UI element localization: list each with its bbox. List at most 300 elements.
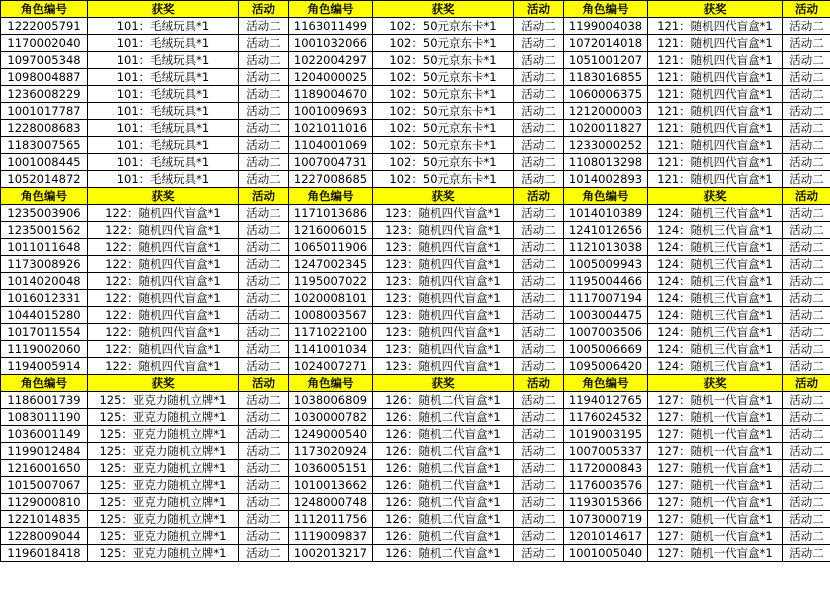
prize-cell: 101：毛绒玩具*1: [88, 154, 239, 171]
table-row: [1, 239, 830, 256]
role-id-cell: 1038006809: [289, 392, 373, 409]
role-id-cell: 1021011016: [289, 120, 373, 137]
role-id-cell: 1173008926: [1, 256, 88, 273]
table-row: [1, 341, 830, 358]
column-header-activity: 活动: [783, 1, 830, 18]
prize-cell: 121：随机四代盲盒*1: [648, 35, 783, 52]
activity-cell: 活动二: [514, 545, 564, 562]
prize-cell: 127：随机一代盲盒*1: [648, 477, 783, 494]
prize-cell: 123：随机四代盲盒*1: [373, 341, 514, 358]
role-id-cell: 1183007565: [1, 137, 88, 154]
prize-cell: 125：亚克力随机立牌*1: [88, 460, 239, 477]
prize-cell: 125：亚克力随机立牌*1: [88, 494, 239, 511]
prize-cell: 121：随机四代盲盒*1: [648, 171, 783, 188]
activity-cell: 活动二: [239, 307, 289, 324]
activity-cell: 活动二: [239, 256, 289, 273]
column-header-activity: 活动: [783, 188, 830, 205]
activity-cell: 活动二: [514, 511, 564, 528]
role-id-cell: 1196018418: [1, 545, 88, 562]
activity-cell: 活动二: [783, 137, 830, 154]
role-id-cell: 1193015366: [564, 494, 648, 511]
column-header-activity: 活动: [239, 1, 289, 18]
role-id-cell: 1007005337: [564, 443, 648, 460]
prize-cell: 101：毛绒玩具*1: [88, 18, 239, 35]
activity-cell: 活动二: [239, 52, 289, 69]
prize-cell: 102：50元京东卡*1: [373, 35, 514, 52]
activity-cell: 活动二: [514, 392, 564, 409]
prize-cell: 102：50元京东卡*1: [373, 120, 514, 137]
table-row: [1, 120, 830, 137]
column-header-activity: 活动: [783, 375, 830, 392]
role-id-cell: 1001017787: [1, 103, 88, 120]
table-row: [1, 154, 830, 171]
prize-cell: 121：随机四代盲盒*1: [648, 18, 783, 35]
column-header-activity: 活动: [514, 1, 564, 18]
role-id-cell: 1011011648: [1, 239, 88, 256]
column-header-id: 角色编号: [289, 1, 373, 18]
activity-cell: 活动二: [783, 426, 830, 443]
table-row: [1, 103, 830, 120]
prize-cell: 101：毛绒玩具*1: [88, 35, 239, 52]
prize-cell: 122：随机四代盲盒*1: [88, 239, 239, 256]
role-id-cell: 1119009837: [289, 528, 373, 545]
activity-cell: 活动二: [239, 222, 289, 239]
column-header-prize: 获奖: [373, 188, 514, 205]
table-row: [1, 290, 830, 307]
role-id-cell: 1121013038: [564, 239, 648, 256]
prize-cell: 126：随机二代盲盒*1: [373, 477, 514, 494]
column-header-prize: 获奖: [373, 1, 514, 18]
role-id-cell: 1241012656: [564, 222, 648, 239]
table-row: [1, 222, 830, 239]
table-row: [1, 52, 830, 69]
column-header-id: 角色编号: [1, 188, 88, 205]
prize-cell: 101：毛绒玩具*1: [88, 137, 239, 154]
activity-cell: 活动二: [239, 392, 289, 409]
prize-cell: 102：50元京东卡*1: [373, 137, 514, 154]
role-id-cell: 1194005914: [1, 358, 88, 375]
activity-cell: 活动二: [514, 103, 564, 120]
prize-cell: 101：毛绒玩具*1: [88, 69, 239, 86]
column-header-activity: 活动: [239, 375, 289, 392]
prize-cell: 126：随机二代盲盒*1: [373, 443, 514, 460]
table-row: [1, 443, 830, 460]
role-id-cell: 1036001149: [1, 426, 88, 443]
table-row: [1, 460, 830, 477]
role-id-cell: 1216006015: [289, 222, 373, 239]
activity-cell: 活动二: [783, 443, 830, 460]
prize-cell: 127：随机一代盲盒*1: [648, 443, 783, 460]
role-id-cell: 1008003567: [289, 307, 373, 324]
activity-cell: 活动二: [239, 137, 289, 154]
activity-cell: 活动二: [239, 477, 289, 494]
activity-cell: 活动二: [239, 103, 289, 120]
role-id-cell: 1235001562: [1, 222, 88, 239]
column-header-id: 角色编号: [289, 188, 373, 205]
prize-cell: 101：毛绒玩具*1: [88, 52, 239, 69]
role-id-cell: 1014002893: [564, 171, 648, 188]
activity-cell: 活动二: [514, 426, 564, 443]
role-id-cell: 1119002060: [1, 341, 88, 358]
role-id-cell: 1176003576: [564, 477, 648, 494]
prize-cell: 121：随机四代盲盒*1: [648, 154, 783, 171]
column-header-prize: 获奖: [648, 1, 783, 18]
activity-cell: 活动二: [783, 256, 830, 273]
prize-cell: 126：随机二代盲盒*1: [373, 460, 514, 477]
prize-cell: 124：随机三代盲盒*1: [648, 273, 783, 290]
prize-cell: 121：随机四代盲盒*1: [648, 52, 783, 69]
prize-cell: 126：随机二代盲盒*1: [373, 426, 514, 443]
prize-cell: 121：随机四代盲盒*1: [648, 69, 783, 86]
role-id-cell: 1083011190: [1, 409, 88, 426]
role-id-cell: 1228009044: [1, 528, 88, 545]
column-header-activity: 活动: [514, 188, 564, 205]
role-id-cell: 1014020048: [1, 273, 88, 290]
activity-cell: 活动二: [783, 460, 830, 477]
activity-cell: 活动二: [783, 392, 830, 409]
prize-cell: 102：50元京东卡*1: [373, 154, 514, 171]
activity-cell: 活动二: [239, 273, 289, 290]
prize-cell: 126：随机二代盲盒*1: [373, 545, 514, 562]
activity-cell: 活动二: [239, 409, 289, 426]
prize-cell: 125：亚克力随机立牌*1: [88, 477, 239, 494]
prize-cell: 123：随机四代盲盒*1: [373, 256, 514, 273]
activity-cell: 活动二: [783, 528, 830, 545]
prize-cell: 127：随机一代盲盒*1: [648, 392, 783, 409]
role-id-cell: 1199012484: [1, 443, 88, 460]
prize-cell: 127：随机一代盲盒*1: [648, 460, 783, 477]
prize-cell: 127：随机一代盲盒*1: [648, 511, 783, 528]
activity-cell: 活动二: [514, 307, 564, 324]
activity-cell: 活动二: [514, 120, 564, 137]
prize-cell: 125：亚克力随机立牌*1: [88, 392, 239, 409]
prize-cell: 123：随机四代盲盒*1: [373, 205, 514, 222]
activity-cell: 活动二: [783, 18, 830, 35]
activity-cell: 活动二: [783, 205, 830, 222]
role-id-cell: 1247002345: [289, 256, 373, 273]
activity-cell: 活动二: [514, 528, 564, 545]
prize-cell: 102：50元京东卡*1: [373, 171, 514, 188]
activity-cell: 活动二: [514, 222, 564, 239]
column-header-id: 角色编号: [564, 188, 648, 205]
role-id-cell: 1117007194: [564, 290, 648, 307]
prize-cell: 122：随机四代盲盒*1: [88, 324, 239, 341]
role-id-cell: 1228008683: [1, 120, 88, 137]
prize-cell: 123：随机四代盲盒*1: [373, 358, 514, 375]
role-id-cell: 1171013686: [289, 205, 373, 222]
activity-cell: 活动二: [783, 154, 830, 171]
role-id-cell: 1014010389: [564, 205, 648, 222]
prize-cell: 121：随机四代盲盒*1: [648, 86, 783, 103]
role-id-cell: 1051001207: [564, 52, 648, 69]
prize-cell: 102：50元京东卡*1: [373, 103, 514, 120]
prize-cell: 101：毛绒玩具*1: [88, 103, 239, 120]
column-header-id: 角色编号: [1, 375, 88, 392]
activity-cell: 活动二: [239, 171, 289, 188]
activity-cell: 活动二: [514, 35, 564, 52]
activity-cell: 活动二: [783, 477, 830, 494]
prize-cell: 122：随机四代盲盒*1: [88, 290, 239, 307]
activity-cell: 活动二: [783, 120, 830, 137]
activity-cell: 活动二: [514, 477, 564, 494]
prize-cell: 124：随机三代盲盒*1: [648, 341, 783, 358]
role-id-cell: 1007004731: [289, 154, 373, 171]
role-id-cell: 1001008445: [1, 154, 88, 171]
activity-cell: 活动二: [239, 511, 289, 528]
table-row: [1, 273, 830, 290]
activity-cell: 活动二: [783, 103, 830, 120]
prize-cell: 125：亚克力随机立牌*1: [88, 528, 239, 545]
prize-cell: 123：随机四代盲盒*1: [373, 307, 514, 324]
activity-cell: 活动二: [239, 69, 289, 86]
activity-cell: 活动二: [239, 120, 289, 137]
role-id-cell: 1073000719: [564, 511, 648, 528]
activity-cell: 活动二: [783, 171, 830, 188]
role-id-cell: 1233000252: [564, 137, 648, 154]
activity-cell: 活动二: [783, 409, 830, 426]
table-row: [1, 477, 830, 494]
prize-cell: 127：随机一代盲盒*1: [648, 409, 783, 426]
role-id-cell: 1016012331: [1, 290, 88, 307]
prize-cell: 127：随机一代盲盒*1: [648, 494, 783, 511]
column-header-id: 角色编号: [564, 375, 648, 392]
role-id-cell: 1112011756: [289, 511, 373, 528]
header-row: [1, 375, 830, 392]
prize-cell: 127：随机一代盲盒*1: [648, 426, 783, 443]
activity-cell: 活动二: [783, 86, 830, 103]
activity-cell: 活动二: [514, 86, 564, 103]
table-row: [1, 35, 830, 52]
prize-cell: 123：随机四代盲盒*1: [373, 290, 514, 307]
activity-cell: 活动二: [239, 443, 289, 460]
prize-cell: 122：随机四代盲盒*1: [88, 222, 239, 239]
table-row: [1, 86, 830, 103]
role-id-cell: 1108013298: [564, 154, 648, 171]
column-header-activity: 活动: [239, 188, 289, 205]
role-id-cell: 1001005040: [564, 545, 648, 562]
activity-cell: 活动二: [783, 511, 830, 528]
role-id-cell: 1060006375: [564, 86, 648, 103]
role-id-cell: 1129000810: [1, 494, 88, 511]
column-header-id: 角色编号: [1, 1, 88, 18]
table-row: [1, 69, 830, 86]
activity-cell: 活动二: [783, 324, 830, 341]
prize-cell: 122：随机四代盲盒*1: [88, 307, 239, 324]
activity-cell: 活动二: [783, 545, 830, 562]
activity-cell: 活动二: [239, 426, 289, 443]
activity-cell: 活动二: [783, 358, 830, 375]
prize-cell: 124：随机三代盲盒*1: [648, 222, 783, 239]
column-header-prize: 获奖: [373, 375, 514, 392]
role-id-cell: 1072014018: [564, 35, 648, 52]
role-id-cell: 1098004887: [1, 69, 88, 86]
prize-cell: 122：随机四代盲盒*1: [88, 273, 239, 290]
activity-cell: 活动二: [514, 409, 564, 426]
prize-cell: 123：随机四代盲盒*1: [373, 222, 514, 239]
role-id-cell: 1249000540: [289, 426, 373, 443]
activity-cell: 活动二: [783, 494, 830, 511]
activity-cell: 活动二: [783, 35, 830, 52]
role-id-cell: 1212000003: [564, 103, 648, 120]
activity-cell: 活动二: [239, 290, 289, 307]
prize-cell: 124：随机三代盲盒*1: [648, 358, 783, 375]
activity-cell: 活动二: [239, 35, 289, 52]
prize-cell: 102：50元京东卡*1: [373, 52, 514, 69]
role-id-cell: 1044015280: [1, 307, 88, 324]
table-row: [1, 494, 830, 511]
prize-cell: 122：随机四代盲盒*1: [88, 358, 239, 375]
activity-cell: 活动二: [514, 239, 564, 256]
activity-cell: 活动二: [514, 290, 564, 307]
activity-cell: 活动二: [514, 18, 564, 35]
activity-cell: 活动二: [514, 205, 564, 222]
role-id-cell: 1001032066: [289, 35, 373, 52]
role-id-cell: 1022004297: [289, 52, 373, 69]
activity-cell: 活动二: [514, 443, 564, 460]
role-id-cell: 1222005791: [1, 18, 88, 35]
activity-cell: 活动二: [514, 154, 564, 171]
prize-cell: 121：随机四代盲盒*1: [648, 120, 783, 137]
column-header-prize: 获奖: [88, 375, 239, 392]
role-id-cell: 1199004038: [564, 18, 648, 35]
prize-cell: 127：随机一代盲盒*1: [648, 528, 783, 545]
activity-cell: 活动二: [514, 358, 564, 375]
role-id-cell: 1235003906: [1, 205, 88, 222]
activity-cell: 活动二: [514, 52, 564, 69]
prize-cell: 125：亚克力随机立牌*1: [88, 443, 239, 460]
role-id-cell: 1007003506: [564, 324, 648, 341]
prize-cell: 127：随机一代盲盒*1: [648, 545, 783, 562]
column-header-prize: 获奖: [648, 375, 783, 392]
activity-cell: 活动二: [514, 324, 564, 341]
prize-cell: 126：随机二代盲盒*1: [373, 409, 514, 426]
prize-cell: 101：毛绒玩具*1: [88, 171, 239, 188]
role-id-cell: 1005006669: [564, 341, 648, 358]
role-id-cell: 1104001069: [289, 137, 373, 154]
role-id-cell: 1195004466: [564, 273, 648, 290]
prize-cell: 125：亚克力随机立牌*1: [88, 409, 239, 426]
role-id-cell: 1024007271: [289, 358, 373, 375]
column-header-prize: 获奖: [88, 1, 239, 18]
role-id-cell: 1173020924: [289, 443, 373, 460]
table-row: [1, 137, 830, 154]
table-row: [1, 18, 830, 35]
activity-cell: 活动二: [783, 69, 830, 86]
table-row: [1, 426, 830, 443]
role-id-cell: 1236008229: [1, 86, 88, 103]
activity-cell: 活动二: [783, 290, 830, 307]
role-id-cell: 1003004475: [564, 307, 648, 324]
prize-cell: 101：毛绒玩具*1: [88, 86, 239, 103]
role-id-cell: 1097005348: [1, 52, 88, 69]
role-id-cell: 1201014617: [564, 528, 648, 545]
role-id-cell: 1194012765: [564, 392, 648, 409]
activity-cell: 活动二: [783, 273, 830, 290]
table-row: [1, 171, 830, 188]
activity-cell: 活动二: [239, 341, 289, 358]
role-id-cell: 1171022100: [289, 324, 373, 341]
activity-cell: 活动二: [514, 460, 564, 477]
role-id-cell: 1020008101: [289, 290, 373, 307]
prize-cell: 122：随机四代盲盒*1: [88, 341, 239, 358]
role-id-cell: 1005009943: [564, 256, 648, 273]
activity-cell: 活动二: [239, 18, 289, 35]
table-row: [1, 392, 830, 409]
activity-cell: 活动二: [239, 324, 289, 341]
activity-cell: 活动二: [239, 545, 289, 562]
table-row: [1, 528, 830, 545]
role-id-cell: 1216001650: [1, 460, 88, 477]
role-id-cell: 1030000782: [289, 409, 373, 426]
role-id-cell: 1227008685: [289, 171, 373, 188]
prize-cell: 124：随机三代盲盒*1: [648, 239, 783, 256]
prize-cell: 102：50元京东卡*1: [373, 86, 514, 103]
prize-cell: 101：毛绒玩具*1: [88, 120, 239, 137]
activity-cell: 活动二: [514, 171, 564, 188]
activity-cell: 活动二: [514, 273, 564, 290]
prize-cell: 123：随机四代盲盒*1: [373, 324, 514, 341]
role-id-cell: 1020011827: [564, 120, 648, 137]
role-id-cell: 1141001034: [289, 341, 373, 358]
table-row: [1, 511, 830, 528]
column-header-prize: 获奖: [88, 188, 239, 205]
prize-cell: 125：亚克力随机立牌*1: [88, 545, 239, 562]
role-id-cell: 1221014835: [1, 511, 88, 528]
role-id-cell: 1170002040: [1, 35, 88, 52]
role-id-cell: 1065011906: [289, 239, 373, 256]
header-row: [1, 1, 830, 18]
prize-cell: 102：50元京东卡*1: [373, 18, 514, 35]
column-header-id: 角色编号: [564, 1, 648, 18]
activity-cell: 活动二: [514, 494, 564, 511]
activity-cell: 活动二: [783, 52, 830, 69]
prize-cell: 123：随机四代盲盒*1: [373, 239, 514, 256]
role-id-cell: 1172000843: [564, 460, 648, 477]
prize-cell: 126：随机二代盲盒*1: [373, 392, 514, 409]
activity-cell: 活动二: [239, 460, 289, 477]
prize-cell: 102：50元京东卡*1: [373, 69, 514, 86]
table-row: [1, 307, 830, 324]
activity-cell: 活动二: [783, 222, 830, 239]
activity-cell: 活动二: [239, 154, 289, 171]
prize-cell: 126：随机二代盲盒*1: [373, 528, 514, 545]
prize-cell: 124：随机三代盲盒*1: [648, 290, 783, 307]
role-id-cell: 1001009693: [289, 103, 373, 120]
role-id-cell: 1176024532: [564, 409, 648, 426]
role-id-cell: 1002013217: [289, 545, 373, 562]
table-row: [1, 358, 830, 375]
role-id-cell: 1095006420: [564, 358, 648, 375]
role-id-cell: 1204000025: [289, 69, 373, 86]
prize-cell: 126：随机二代盲盒*1: [373, 511, 514, 528]
role-id-cell: 1036005151: [289, 460, 373, 477]
role-id-cell: 1019003195: [564, 426, 648, 443]
activity-cell: 活动二: [239, 239, 289, 256]
prize-cell: 124：随机三代盲盒*1: [648, 307, 783, 324]
role-id-cell: 1195007022: [289, 273, 373, 290]
role-id-cell: 1017011554: [1, 324, 88, 341]
prize-cell: 124：随机三代盲盒*1: [648, 205, 783, 222]
column-header-prize: 获奖: [648, 188, 783, 205]
prize-cell: 123：随机四代盲盒*1: [373, 273, 514, 290]
column-header-activity: 活动: [514, 375, 564, 392]
activity-cell: 活动二: [783, 307, 830, 324]
role-id-cell: 1248000748: [289, 494, 373, 511]
table-row: [1, 545, 830, 562]
activity-cell: 活动二: [514, 256, 564, 273]
role-id-cell: 1163011499: [289, 18, 373, 35]
table-row: [1, 409, 830, 426]
